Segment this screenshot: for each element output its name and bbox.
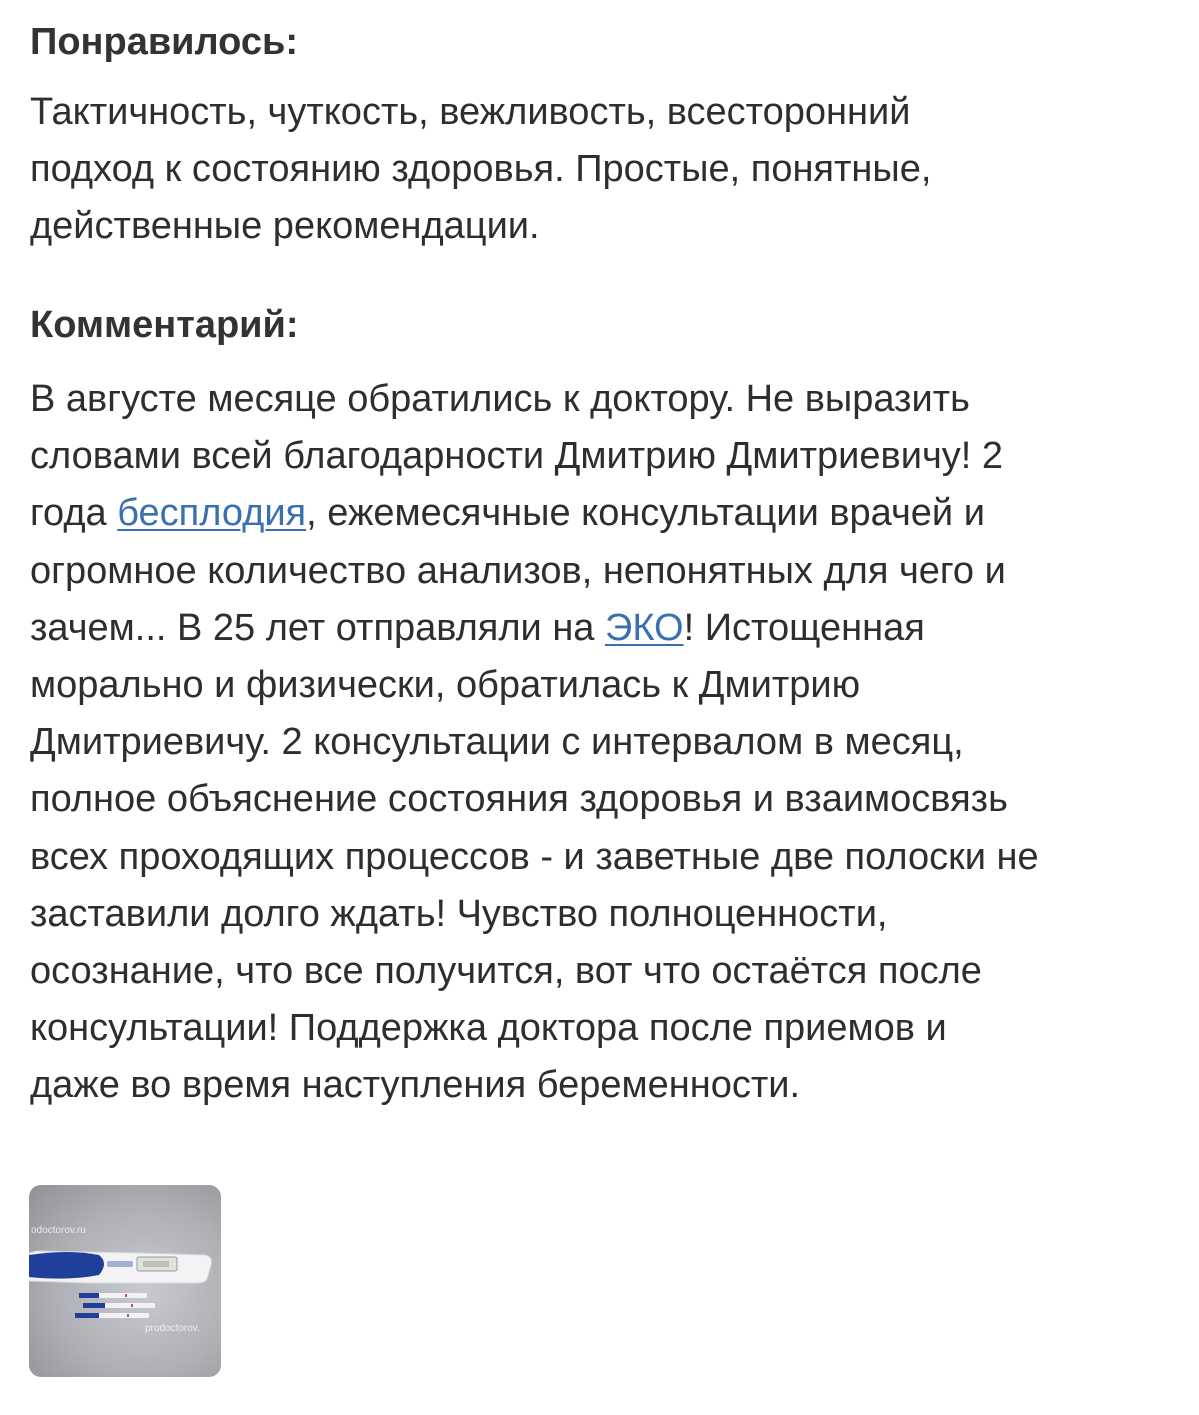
comment-text: [30, 371, 1180, 1115]
strip-tip-shape: [83, 1303, 105, 1308]
review-photo-thumbnail[interactable]: [29, 1185, 221, 1377]
comment-line: полное объяснение состояния здоровья и взаимосвязь: [30, 778, 1008, 821]
strip-tip-shape: [75, 1313, 99, 1318]
infertility-link[interactable]: бесплодия: [117, 492, 307, 535]
strip-line-shape: [127, 1314, 129, 1317]
liked-line: подход к состоянию здоровья. Простые, понятные,: [30, 148, 932, 191]
comment-line: зачем... В 25 лет отправляли на: [30, 606, 605, 649]
comment-line: огромное количество анализов, непонятных для чего и: [30, 549, 1006, 592]
comment-section-title: Комментарий:: [30, 304, 299, 346]
display-text-shape: [143, 1261, 169, 1267]
comment-line: года: [30, 492, 118, 535]
watermark-bottom: prodoctorov.: [145, 1323, 200, 1334]
comment-line: консультации! Поддержка доктора после приемов и: [30, 1007, 947, 1050]
strip-line-shape: [131, 1304, 133, 1307]
eco-link[interactable]: ЭКО: [605, 606, 684, 649]
comment-line: Дмитриевичу. 2 консультации с интервалом в месяц,: [30, 721, 964, 764]
comment-line: морально и физически, обратилась к Дмитрию: [30, 664, 861, 707]
comment-line: всех проходящих процессов - и заветные две полоски не: [30, 835, 1039, 878]
liked-text: [30, 84, 1180, 256]
comment-line: В августе месяце обратились к доктору. Не выразить: [30, 378, 970, 420]
comment-line: ! Истощенная: [683, 606, 925, 649]
liked-section-title: Понравилось:: [30, 21, 299, 63]
test-strips: [75, 1293, 155, 1318]
liked-line: Тактичность, чуткость, вежливость, всесторонний: [30, 91, 911, 133]
test-grip-shape: [29, 1252, 104, 1279]
comment-line: , ежемесячные консультации врачей и: [306, 492, 985, 535]
watermark-top: odoctorov.ru: [31, 1225, 86, 1236]
brand-mark-shape: [107, 1261, 133, 1267]
comment-line: словами всей благодарности Дмитрию Дмитриевичу! 2: [30, 435, 1004, 478]
comment-line: осознание, что все получится, вот что остаётся после: [30, 950, 982, 993]
liked-line: действенные рекомендации.: [30, 205, 540, 248]
comment-line: заставили долго ждать! Чувство полноценности,: [30, 892, 888, 935]
strip-line-shape: [125, 1294, 127, 1297]
pregnancy-test-photo: [29, 1185, 221, 1377]
strip-tip-shape: [79, 1293, 99, 1298]
comment-line: даже во время наступления беременности.: [30, 1064, 801, 1107]
